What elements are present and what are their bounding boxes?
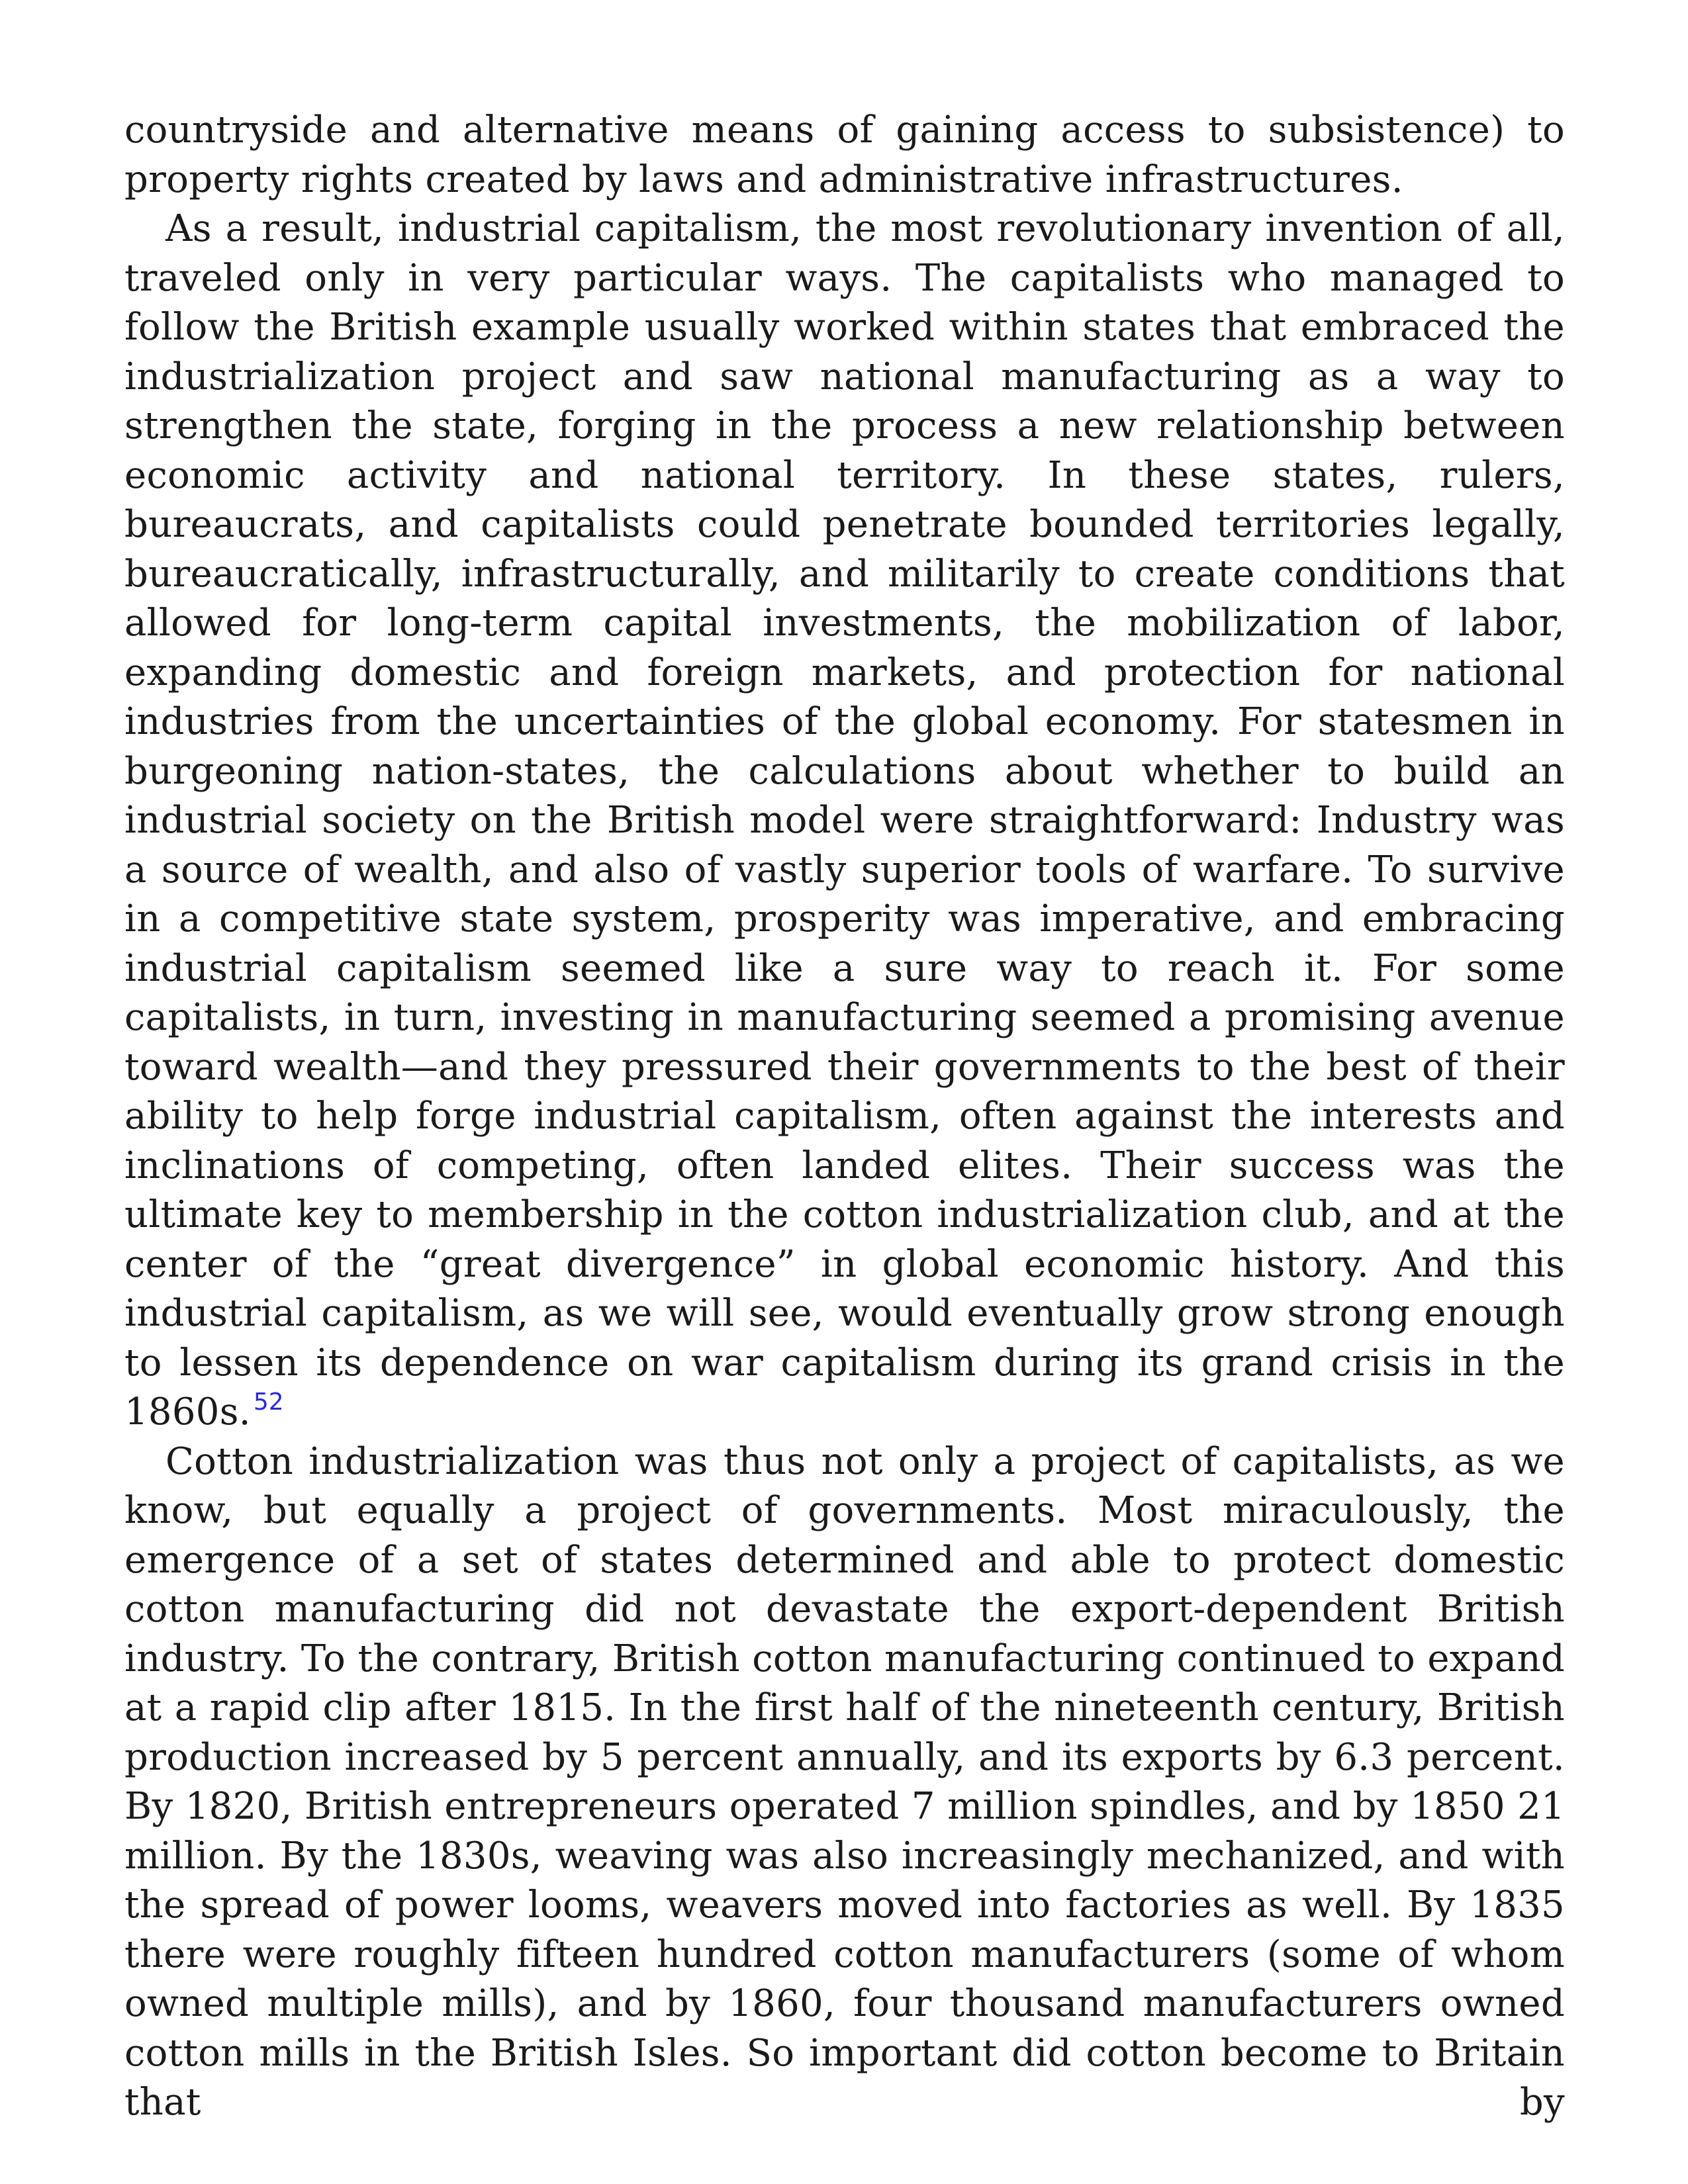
paragraph-3 [124, 1437, 1565, 2128]
paragraph-1-text: countryside and alternative means of gaining access to subsistence) to property rights created by laws and administrative infrastructures. [124, 109, 1565, 201]
paragraph-2-text: As a result, industrial capitalism, the most revolutionary invention of all, traveled only in very particular ways. The capitalists who managed to follow the British example usually worked within states that embraced the industrialization project and saw national manufacturing as a way to strengthen the state, forging in the process a new relationship between economic activity and national territory. In these states, rulers, bureaucrats, and capitalists could penetrate bounded territories legally, bureaucratically, infrastructurally, and militarily to create conditions that allowed for long-term capital investments, the mobilization of labor, expanding domestic and foreign markets, and protection for national industries from the uncertainties of the global economy. For statesmen in burgeoning nation-states, the calculations about whether to build an industrial society on the British model were straightforward: Industry was a source of wealth, and also of vastly superior tools of warfare. To survive in a competitive state system, prosperity was imperative, and embracing industrial capitalism seemed like a sure way to reach it. For some capitalists, in turn, investing in manufacturing seemed a promising avenue toward wealth—and they pressured their governments to the best of their ability to help forge industrial capitalism, often against the interests and inclinations of competing, often landed elites. Their success was the ultimate key to membership in the cotton industrialization club, and at the center of the “great divergence” in global economic history. And this industrial capitalism, as we will see, would eventually grow strong enough to lessen its dependence on war capitalism during its grand crisis in the 1860s. [124, 207, 1565, 1433]
page-body [124, 106, 1565, 2124]
footnote-marker[interactable]: 52 [253, 1388, 284, 1416]
paragraph-1 [124, 106, 1565, 205]
paragraph-2 [124, 205, 1565, 1437]
paragraph-3-text: Cotton industrialization was thus not only a project of capitalists, as we know, but equally a project of governments. Most miraculously, the emergence of a set of states determined and able to protect domestic cotton manufacturing did not devastate the export-dependent British industry. To the contrary, British cotton manufacturing continued to expand at a rapid clip after 1815. In the first half of the nineteenth century, British production increased by 5 percent annually, and its exports by 6.3 percent. By 1820, British entrepreneurs operated 7 million spindles, and by 1850 21 million. By the 1830s, weaving was also increasingly mechanized, and with the spread of power looms, weavers moved into factories as well. By 1835 there were roughly fifteen hundred cotton manufacturers (some of whom owned multiple mills), and by 1860, four thousand manufacturers owned cotton mills in the British Isles. So important did cotton become to Britain that by [124, 1439, 1565, 2124]
